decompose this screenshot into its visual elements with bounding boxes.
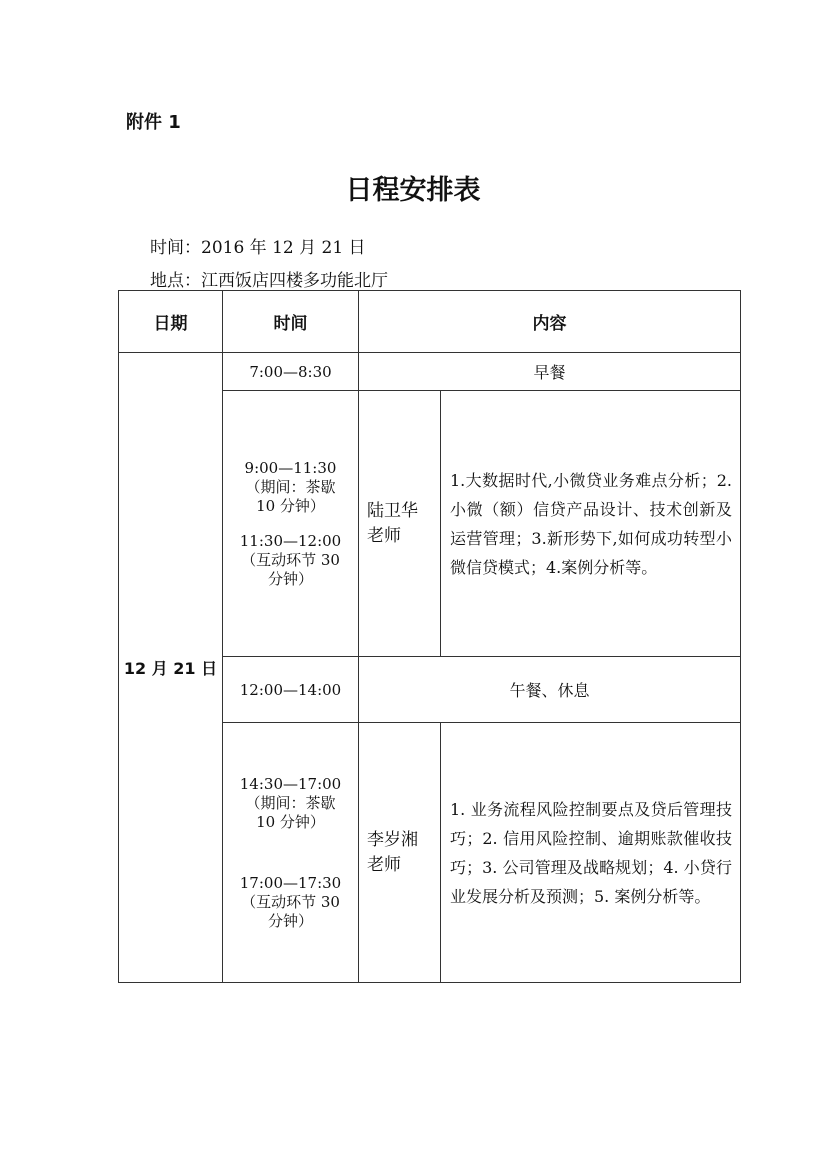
teacher-title: 老师 (367, 525, 401, 546)
table-row (119, 353, 741, 391)
teacher-name: 陆卫华 (367, 500, 418, 521)
content-cell: 早餐 (359, 353, 741, 391)
header-date: 日期 (119, 291, 223, 353)
time-line: 10 分钟） (256, 496, 325, 515)
event-time: 时间：2016 年 12 月 21 日 (150, 238, 366, 258)
event-place: 地点：江西饭店四楼多功能北厅 (150, 271, 388, 291)
time-cell (223, 391, 359, 657)
page-title: 日程安排表 (345, 175, 481, 206)
time-line: 9:00—11:30 (244, 458, 337, 477)
content-cell: 1.大数据时代,小微贷业务难点分析；2.小微（额）信贷产品设计、技术创新及运营管理；3.新形势下,如何成功转型小微信贷模式；4.案例分析等。 (441, 391, 741, 657)
attachment-label: 附件 1 (126, 112, 181, 133)
time-line: 分钟） (267, 911, 313, 930)
content-cell: 1. 业务流程风险控制要点及贷后管理技巧；2. 信用风险控制、逾期账款催收技巧；3. 公司管理及战略规划；4. 小贷行业发展分析及预测；5. 案例分析等。 (441, 723, 741, 983)
time-line: （互动环节 30 (241, 550, 340, 569)
time-line: 11:30—12:00 (239, 531, 342, 550)
time-line: 分钟） (267, 569, 313, 588)
date-cell: 12 月 21 日 (119, 353, 223, 983)
teacher-cell (359, 723, 441, 983)
header-time: 时间 (223, 291, 359, 353)
time-line: （期间：茶歇 (245, 793, 336, 812)
time-line: 10 分钟） (256, 812, 325, 831)
time-cell (223, 723, 359, 983)
schedule-table (118, 290, 741, 983)
teacher-cell (359, 391, 441, 657)
header-content: 内容 (359, 291, 741, 353)
time-line: 14:30—17:00 (239, 774, 342, 793)
time-cell: 12:00—14:00 (223, 657, 359, 723)
time-cell: 7:00—8:30 (223, 353, 359, 391)
content-cell: 午餐、休息 (359, 657, 741, 723)
time-line: （互动环节 30 (241, 892, 340, 911)
teacher-name: 李岁湘 (367, 829, 418, 850)
table-header-row (119, 291, 741, 353)
time-line: 17:00—17:30 (239, 873, 342, 892)
teacher-title: 老师 (367, 854, 401, 875)
time-line: （期间：茶歇 (245, 477, 336, 496)
